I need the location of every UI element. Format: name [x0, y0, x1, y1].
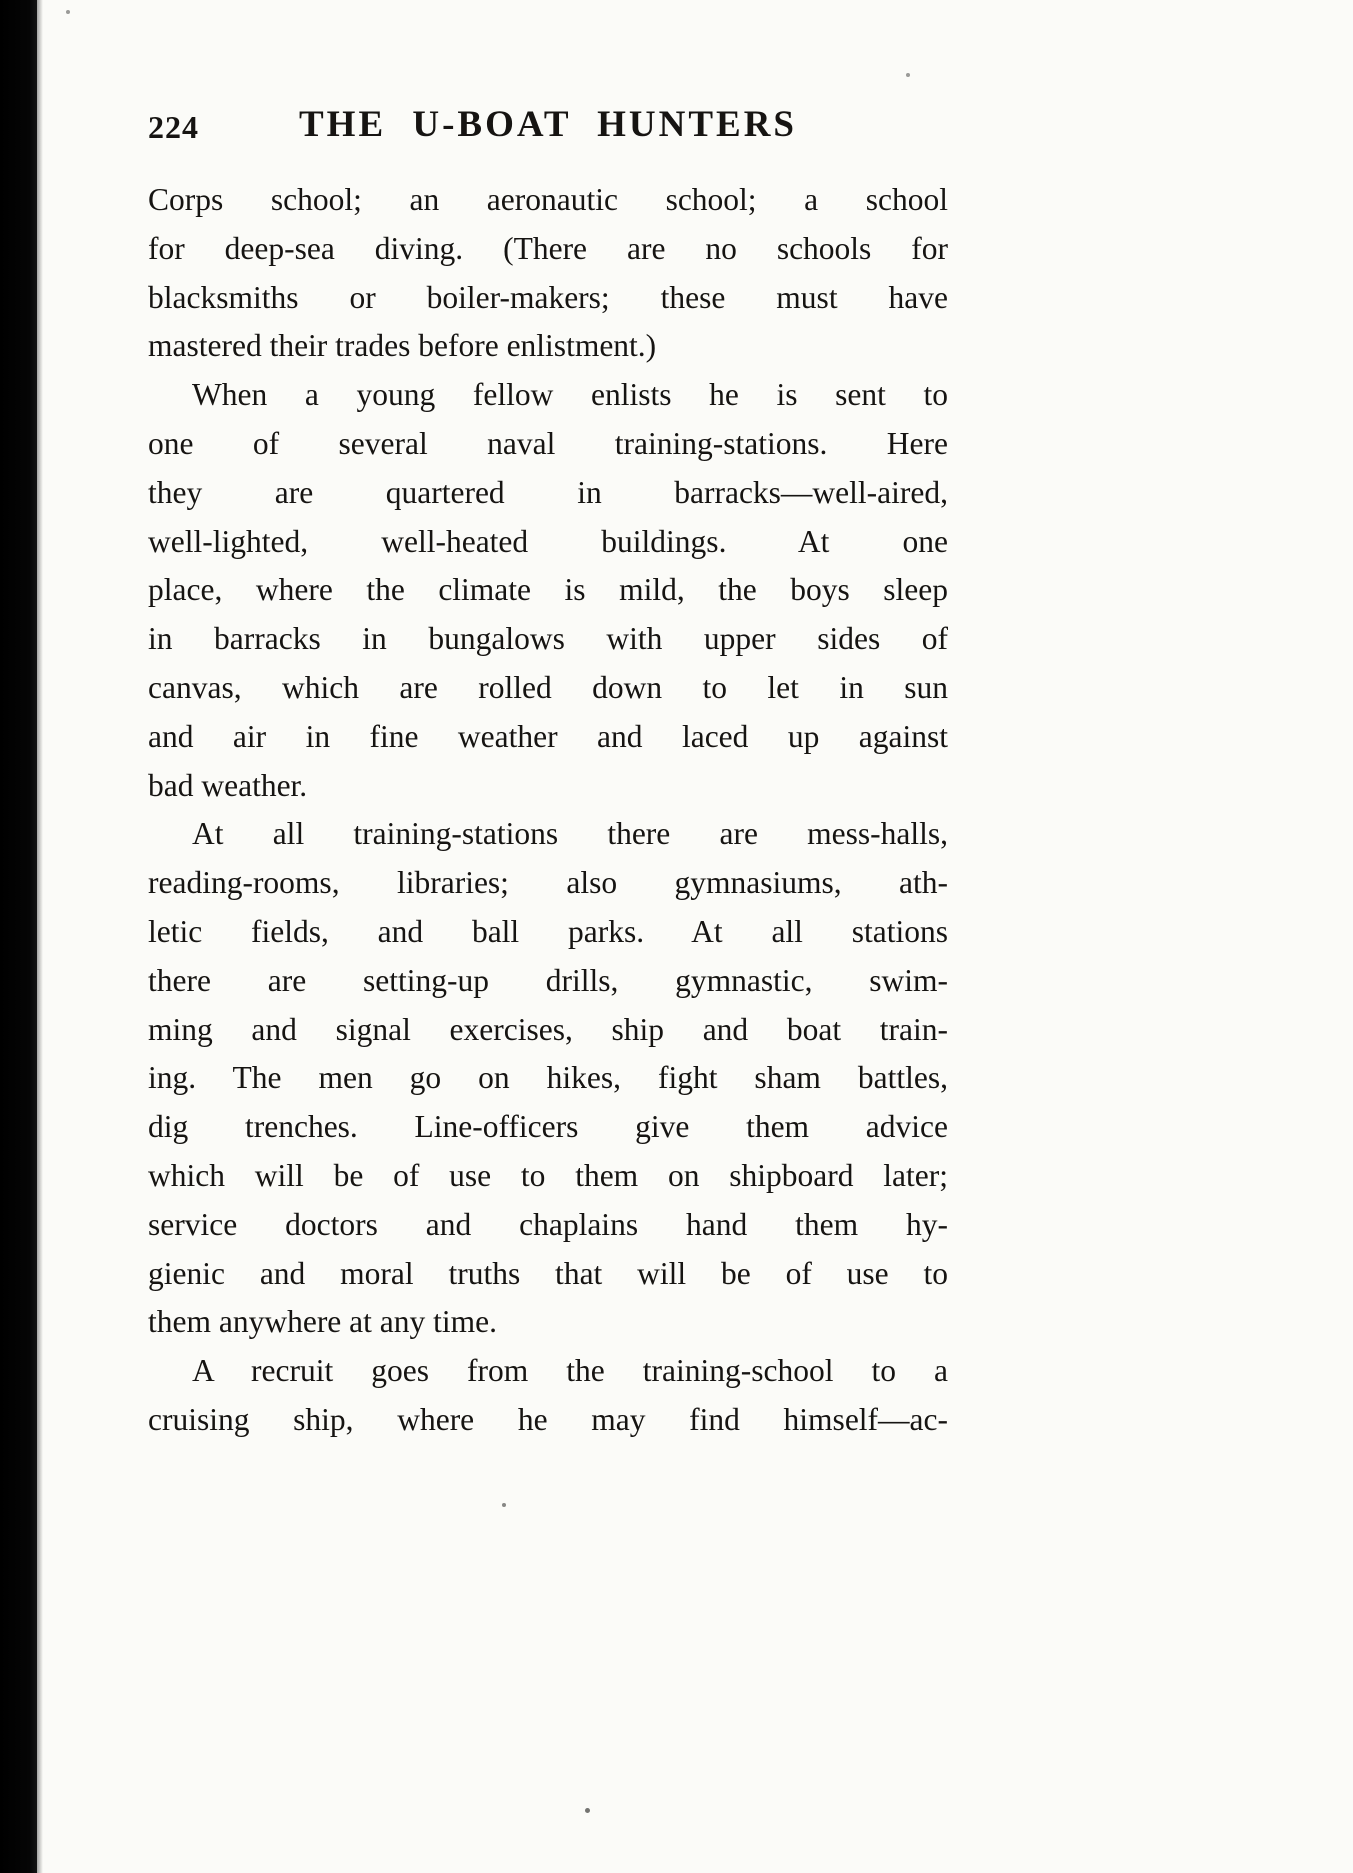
text-line: letic fields, and ball parks. At all stations [148, 913, 948, 949]
text-line: there are setting-up drills, gymnastic, swim- [148, 962, 948, 998]
scan-speck [66, 10, 70, 14]
text-line: for deep-sea diving. (There are no schools for [148, 230, 948, 266]
text-line: in barracks in bungalows with upper sides of [148, 621, 948, 657]
page-header [148, 103, 948, 155]
text-line: At all training-stations there are mess-halls, [192, 816, 948, 852]
text-line: reading-rooms, libraries; also gymnasiums, ath- [148, 865, 948, 901]
text-line: dig trenches. Line-officers give them advice [148, 1109, 948, 1145]
text-line: and air in fine weather and laced up against [148, 718, 948, 754]
text-line: place, where the climate is mild, the boys sleep [148, 572, 948, 608]
text-line: well-lighted, well-heated buildings. At one [148, 523, 948, 559]
text-line: canvas, which are rolled down to let in sun [148, 669, 948, 705]
text-line: they are quartered in barracks—well-aired, [148, 474, 948, 510]
text-line: mastered their trades before enlistment.) [148, 328, 657, 364]
text-line: one of several naval training-stations. Here [148, 425, 948, 461]
page-number: 224 [148, 109, 199, 145]
text-line: gienic and moral truths that will be of use to [148, 1255, 948, 1291]
scan-gutter-shadow [37, 0, 43, 1873]
scan-speck [585, 1808, 590, 1813]
text-line: A recruit goes from the training-school to a [192, 1353, 948, 1389]
scan-speck [502, 1503, 506, 1507]
text-line: When a young fellow enlists he is sent to [192, 377, 948, 413]
text-line: bad weather. [148, 767, 308, 803]
text-line: them anywhere at any time. [148, 1304, 497, 1340]
text-line: which will be of use to them on shipboard later; [148, 1157, 948, 1193]
scan-gutter-bar [0, 0, 37, 1873]
text-line: Corps school; an aeronautic school; a school [148, 182, 948, 217]
text-line: ming and signal exercises, ship and boat train- [148, 1011, 948, 1047]
text-line: blacksmiths or boiler-makers; these must have [148, 279, 948, 315]
scan-speck [906, 73, 910, 77]
text-line: cruising ship, where he may find himself—ac- [148, 1401, 948, 1437]
running-title: THE U-BOAT HUNTERS [299, 104, 797, 145]
text-block [148, 176, 948, 1445]
text-line: ing. The men go on hikes, fight sham battles, [148, 1060, 948, 1096]
text-line: service doctors and chaplains hand them hy- [148, 1206, 948, 1242]
